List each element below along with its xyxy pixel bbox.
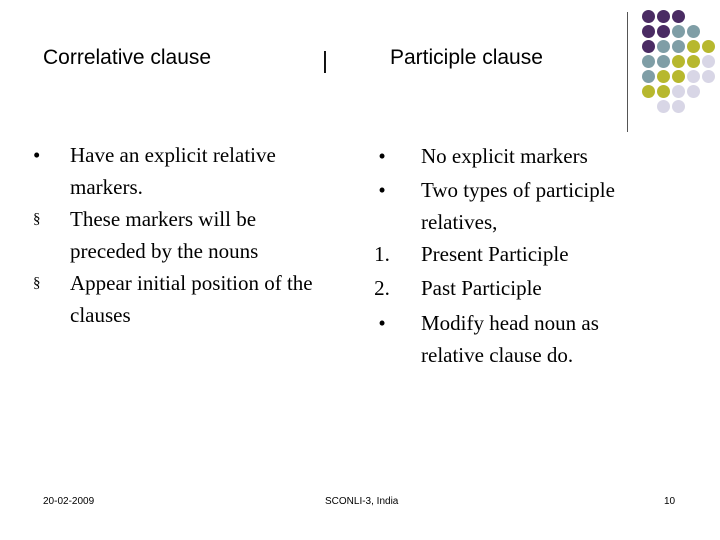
bullet-marker: • [378, 311, 386, 335]
title-separator: | [322, 47, 328, 73]
decor-dot [642, 85, 655, 98]
decor-dot [687, 70, 700, 83]
square-bullet-marker: § [33, 211, 41, 227]
decor-dot [672, 55, 685, 68]
decor-dot [672, 10, 685, 23]
decor-dot [687, 40, 700, 53]
decor-dot [687, 25, 700, 38]
list-item-text: preceded by the nouns [70, 239, 259, 263]
list-item-text: relative clause do. [421, 343, 574, 367]
decor-dot [687, 55, 700, 68]
decor-dot [672, 85, 685, 98]
list-item-text: These markers will be [70, 207, 257, 231]
square-bullet-marker: § [33, 275, 41, 291]
decor-dot [672, 25, 685, 38]
dot-grid-decoration [638, 10, 720, 120]
decor-dot [657, 85, 670, 98]
bullet-marker: • [378, 144, 386, 168]
list-item-text: markers. [70, 175, 143, 199]
list-item-text: clauses [70, 303, 131, 327]
bullet-marker: • [378, 178, 386, 202]
list-item-text: Have an explicit relative [70, 143, 276, 167]
list-item-text: Appear initial position of the [70, 271, 313, 295]
divider-line [627, 12, 628, 132]
decor-dot [672, 40, 685, 53]
footer-date: 20-02-2009 [43, 496, 95, 507]
decor-dot [702, 70, 715, 83]
decor-dot [672, 70, 685, 83]
page-number: 10 [664, 496, 676, 507]
list-item-text: Present Participle [421, 242, 569, 266]
decor-dot [642, 40, 655, 53]
decor-dot [657, 40, 670, 53]
list-item-text: relatives, [421, 210, 498, 234]
decor-dot [657, 100, 670, 113]
decor-dot [642, 70, 655, 83]
decor-dot [657, 10, 670, 23]
decor-dot [657, 70, 670, 83]
decor-dot [642, 55, 655, 68]
number-marker: 2. [374, 276, 390, 300]
decor-dot [702, 55, 715, 68]
list-item-text: Modify head noun as [421, 311, 599, 335]
decor-dot [642, 25, 655, 38]
decor-dot [657, 25, 670, 38]
number-marker: 1. [374, 242, 390, 266]
left-column-title: Correlative clause [43, 46, 212, 69]
list-item-text: Past Participle [421, 276, 542, 300]
decor-dot [642, 10, 655, 23]
decor-dot [672, 100, 685, 113]
footer-center-text: SCONLI-3, India [325, 496, 399, 507]
decor-dot [702, 40, 715, 53]
right-column-title: Participle clause [390, 46, 543, 69]
decor-dot [657, 55, 670, 68]
list-item-text: Two types of participle [421, 178, 615, 202]
bullet-marker: • [33, 143, 41, 167]
decor-dot [687, 85, 700, 98]
list-item-text: No explicit markers [421, 144, 588, 168]
